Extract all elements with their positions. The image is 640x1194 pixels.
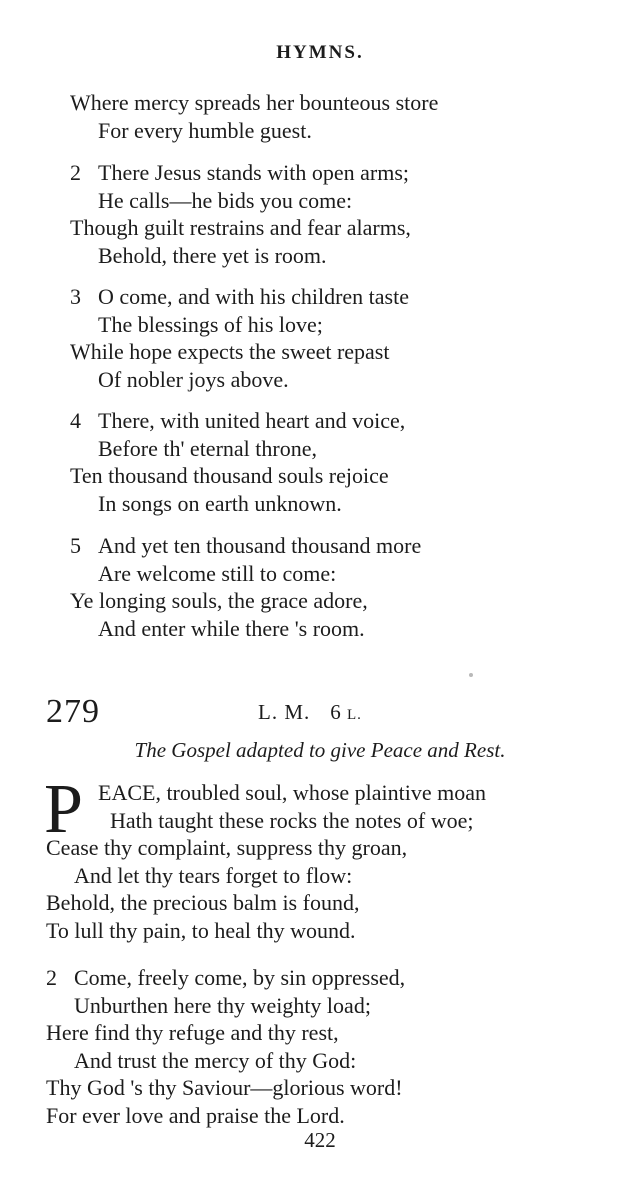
verse-line: Ten thousand thousand souls rejoice <box>70 463 389 488</box>
verse-line: Ye longing souls, the grace adore, <box>70 588 368 613</box>
verse-line: Though guilt restrains and fear alarms, <box>70 215 411 240</box>
verse-line: For ever love and praise the Lord. <box>46 1102 345 1128</box>
verse-line: Thy God 's thy Saviour—glorious word! <box>46 1075 403 1100</box>
verse-line: To lull thy pain, to heal thy wound. <box>46 917 356 943</box>
verse-line: The blessings of his love; <box>98 311 323 337</box>
print-speck <box>469 673 473 677</box>
verse-line: And enter while there 's room. <box>98 615 365 641</box>
verse-line: Here find thy refuge and thy rest, <box>46 1020 339 1045</box>
hymn-stanza-1 <box>46 779 486 944</box>
hymn-meter <box>258 700 362 725</box>
meter-line-suffix: L. <box>346 707 362 723</box>
verse-line: Unburthen here thy weighty load; <box>74 992 371 1018</box>
hymn-number: 279 <box>46 693 100 730</box>
page-number: 422 <box>304 1128 336 1152</box>
stanza-5 <box>70 532 421 642</box>
verse-line: Behold, the precious balm is found, <box>46 890 360 915</box>
hymn-title: The Gospel adapted to give Peace and Rest. <box>134 738 506 762</box>
verse-line: 2 Come, freely come, by sin oppressed, <box>46 965 406 990</box>
verse-line: Where mercy spreads her bounteous store <box>70 90 439 115</box>
stanza-number: 2 <box>70 160 81 185</box>
stanza-3 <box>70 283 409 393</box>
verse-line: In songs on earth unknown. <box>98 490 342 516</box>
verse-line: 3 O come, and with his children taste <box>70 284 409 309</box>
verse-line: Hath taught these rocks the notes of woe; <box>110 807 474 833</box>
stanza-2 <box>70 159 411 269</box>
stanza-number: 5 <box>70 533 81 558</box>
meter-label: L. M. <box>258 700 311 724</box>
verse-line: 5 And yet ten thousand thousand more <box>70 533 422 558</box>
verse-line: He calls—he bids you come: <box>98 187 353 213</box>
hymn-stanza-2 <box>46 964 405 1129</box>
stanza-number: 4 <box>70 408 81 433</box>
verse-line: And trust the mercy of thy God: <box>74 1047 357 1073</box>
drop-cap: P <box>44 771 83 848</box>
verse-line: Of nobler joys above. <box>98 366 289 392</box>
meter-line-count: 6 <box>330 700 342 724</box>
stanza-number: 2 <box>46 965 57 990</box>
verse-line: Behold, there yet is room. <box>98 242 327 268</box>
verse-line: Before th' eternal throne, <box>98 435 317 461</box>
verse-line: 4 There, with united heart and voice, <box>70 408 406 433</box>
verse-line: Cease thy complaint, suppress thy groan, <box>46 835 408 860</box>
verse-line: And let thy tears forget to flow: <box>74 862 353 888</box>
carryover-stanza <box>70 89 438 144</box>
verse-line: While hope expects the sweet repast <box>70 339 390 364</box>
stanza-4 <box>70 407 405 517</box>
verse-line: EACE, troubled soul, whose plaintive moan <box>98 780 486 805</box>
stanza-number: 3 <box>70 284 81 309</box>
verse-line: 2 There Jesus stands with open arms; <box>70 160 409 185</box>
verse-line: Are welcome still to come: <box>98 560 337 586</box>
verse-line: For every humble guest. <box>98 117 312 143</box>
running-head: HYMNS. <box>276 42 364 63</box>
